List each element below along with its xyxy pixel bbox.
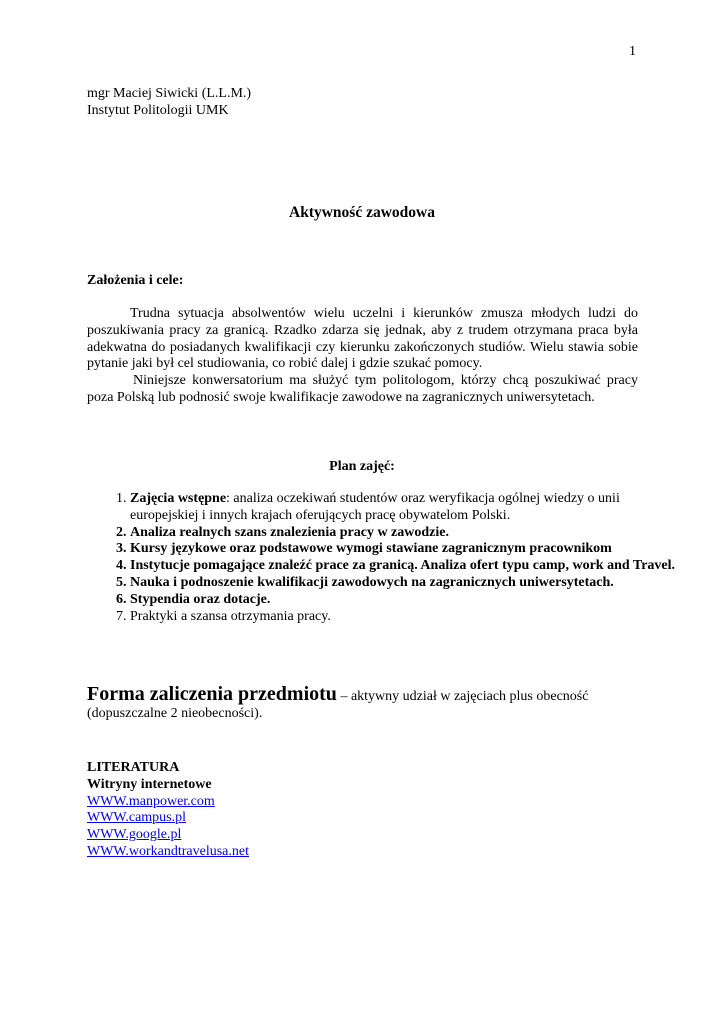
link-workandtravel[interactable]: WWW.workandtravelusa.net <box>87 843 249 859</box>
plan-item: 2. Analiza realnych szans znalezienia pracy w zawodzie. <box>130 525 690 542</box>
plan-item: 6. Stypendia oraz dotacje. <box>130 592 690 609</box>
literatura-block <box>87 760 249 861</box>
link-list <box>87 794 249 861</box>
author-institute: Instytut Politologii UMK <box>87 102 229 118</box>
plan-item: 3. Kursy językowe oraz podstawowe wymogi stawiane zagranicznym pracownikom <box>130 541 690 558</box>
author-name: mgr Maciej Siwicki (L.L.M.) <box>87 86 252 101</box>
author-block <box>87 86 251 120</box>
literatura-subheading: Witryny internetowe <box>87 776 212 792</box>
page-number: 1 <box>629 44 636 59</box>
paragraph-2: Niniejsze konwersatorium ma służyć tym politologom, którzy chcą poszukiwać pracy poza Polską lub podnosić swoje kwalifikacje zawodowe na zagranicznych uniwersytetach. <box>87 373 638 405</box>
plan-heading: Plan zajęć: <box>329 459 395 474</box>
literatura-heading: LITERATURA <box>87 760 180 775</box>
section-heading: Założenia i cele: <box>87 273 184 288</box>
forma-heading: Forma zaliczenia przedmiotu <box>87 683 337 705</box>
forma-text: – aktywny udział w zajęciach plus obecność (dopuszczalne 2 nieobecności). <box>87 689 589 721</box>
link-campus[interactable]: WWW.campus.pl <box>87 810 187 826</box>
forma-zaliczenia <box>87 683 647 723</box>
link-manpower[interactable]: WWW.manpower.com <box>87 793 215 809</box>
plan-item-bold: Zajęcia wstępne <box>130 491 227 506</box>
paragraph-1: Trudna sytuacja absolwentów wielu uczelni i kierunków zmusza młodych ludzi do poszukiwania pracy za granicą. Rzadko zdarza się jednak, aby z trudem otrzymana praca była adekwatna do posiadanych kwalifikacji czy kierunku zakończonych studiów. Wielu stawia sobie pytanie jaki był cel studiowania, co robić dalej i gdzie szukać pomocy. <box>87 306 638 372</box>
plan-item: 5. Nauka i podnoszenie kwalifikacji zawodowych na zagranicznych uniwersytetach. <box>130 575 690 592</box>
plan-item: 7. Praktyki a szansa otrzymania pracy. <box>130 609 690 626</box>
plan-item: 4. Instytucje pomagające znaleźć prace za granicą. Analiza ofert typu camp, work and Travel. <box>130 558 690 575</box>
plan-list <box>87 491 690 625</box>
plan-item-text: : analiza oczekiwań studentów oraz weryfikacja ogólnej wiedzy o unii europejskiej i innych krajach oferujących pracę obywatelom Polski. <box>130 491 620 523</box>
plan-item <box>130 491 690 525</box>
link-google[interactable]: WWW.google.pl <box>87 827 182 843</box>
document-title: Aktywność zawodowa <box>289 204 435 221</box>
